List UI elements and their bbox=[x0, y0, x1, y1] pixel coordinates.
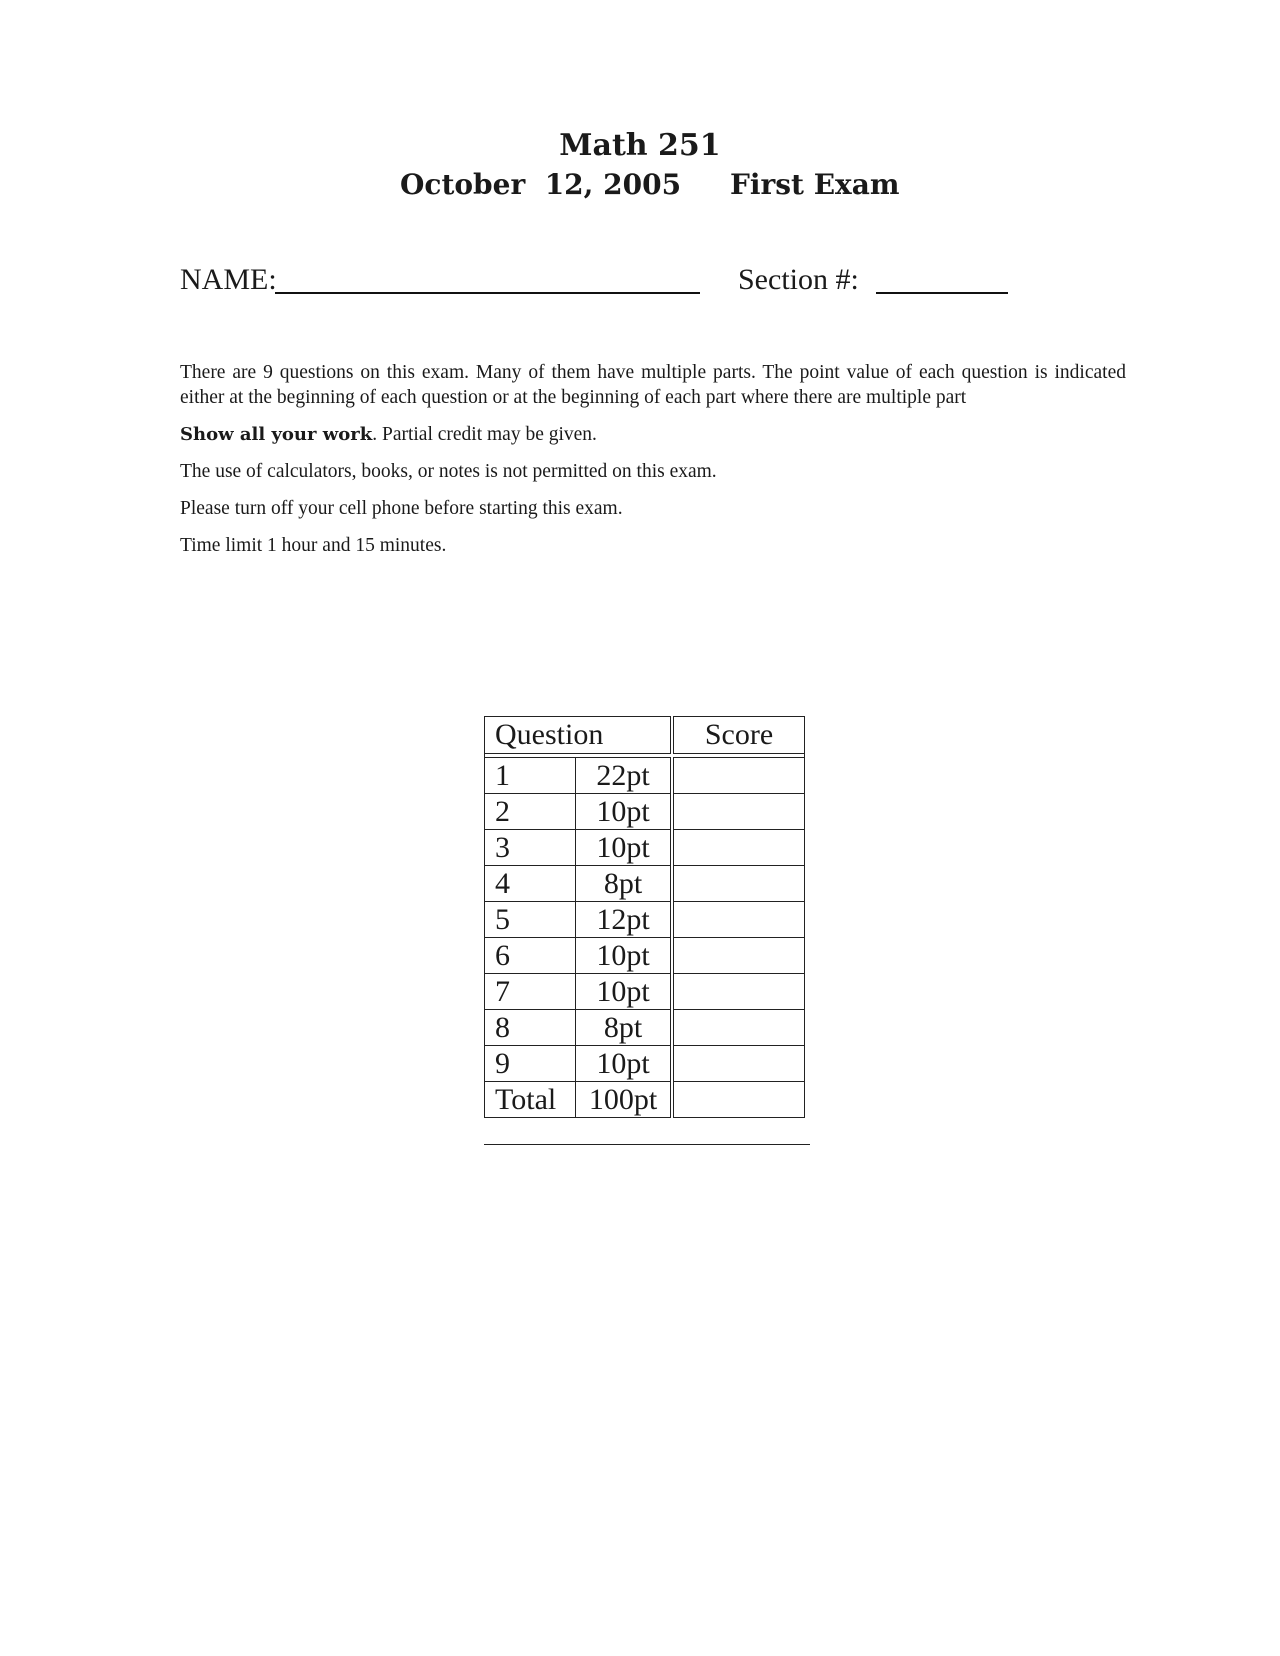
score-input-cell[interactable] bbox=[672, 1082, 805, 1118]
score-input-cell[interactable] bbox=[672, 902, 805, 938]
question-number: 2 bbox=[485, 794, 576, 830]
table-row bbox=[485, 1046, 805, 1082]
question-points: 100pt bbox=[576, 1082, 673, 1118]
question-points: 12pt bbox=[576, 902, 673, 938]
score-input-cell[interactable] bbox=[672, 1010, 805, 1046]
table-row bbox=[485, 902, 805, 938]
score-input-cell[interactable] bbox=[672, 758, 805, 794]
question-number: 7 bbox=[485, 974, 576, 1010]
question-number: 9 bbox=[485, 1046, 576, 1082]
instructions-materials: The use of calculators, books, or notes is not permitted on this exam. bbox=[180, 461, 717, 482]
question-points: 10pt bbox=[576, 938, 673, 974]
instructions-time-limit: Time limit 1 hour and 15 minutes. bbox=[180, 535, 447, 556]
name-field[interactable] bbox=[275, 292, 700, 294]
question-points: 10pt bbox=[576, 1046, 673, 1082]
question-number: 1 bbox=[485, 758, 576, 794]
score-table bbox=[484, 716, 805, 1118]
question-points: 22pt bbox=[576, 758, 673, 794]
show-work-rest: . Partial credit may be given. bbox=[372, 424, 597, 445]
question-points: 10pt bbox=[576, 974, 673, 1010]
table-row bbox=[485, 974, 805, 1010]
question-number: 8 bbox=[485, 1010, 576, 1046]
score-input-cell[interactable] bbox=[672, 1046, 805, 1082]
question-points: 10pt bbox=[576, 794, 673, 830]
question-number: Total bbox=[485, 1082, 576, 1118]
exam-title-block bbox=[0, 128, 1280, 164]
exam-subtitle bbox=[400, 168, 920, 270]
table-row bbox=[485, 1010, 805, 1046]
score-input-cell[interactable] bbox=[672, 938, 805, 974]
course-title: Math 251 bbox=[559, 128, 721, 163]
score-input-cell[interactable] bbox=[672, 974, 805, 1010]
instructions-show-work bbox=[180, 422, 1126, 447]
name-label: NAME: bbox=[180, 263, 277, 296]
exam-name: First Exam bbox=[730, 168, 900, 201]
score-input-cell[interactable] bbox=[672, 794, 805, 830]
table-row bbox=[485, 866, 805, 902]
table-row bbox=[485, 794, 805, 830]
show-work-emphasis: Show all your work bbox=[180, 424, 373, 445]
table-row bbox=[485, 1082, 805, 1118]
question-number: 5 bbox=[485, 902, 576, 938]
section-field[interactable] bbox=[876, 292, 1008, 294]
question-points: 8pt bbox=[576, 866, 673, 902]
table-bottom-rule bbox=[484, 1144, 810, 1145]
instructions-intro: There are 9 questions on this exam. Many of them have multiple parts. The point value of each question is indicated either at the beginning of each question or at the beginning of each part where there are multiple part bbox=[180, 362, 1126, 408]
question-number: 6 bbox=[485, 938, 576, 974]
section-label: Section #: bbox=[738, 263, 859, 296]
table-row bbox=[485, 830, 805, 866]
score-rows bbox=[485, 758, 805, 1118]
question-number: 3 bbox=[485, 830, 576, 866]
header-score: Score bbox=[672, 717, 805, 754]
exam-date: October 12, 2005 bbox=[400, 168, 682, 201]
question-points: 10pt bbox=[576, 830, 673, 866]
score-input-cell[interactable] bbox=[672, 866, 805, 902]
header-question: Question bbox=[485, 717, 673, 754]
instructions-phone: Please turn off your cell phone before starting this exam. bbox=[180, 498, 623, 519]
instructions bbox=[180, 360, 1126, 570]
question-number: 4 bbox=[485, 866, 576, 902]
score-table-header bbox=[485, 717, 805, 754]
table-row bbox=[485, 758, 805, 794]
question-points: 8pt bbox=[576, 1010, 673, 1046]
table-row bbox=[485, 938, 805, 974]
score-input-cell[interactable] bbox=[672, 830, 805, 866]
